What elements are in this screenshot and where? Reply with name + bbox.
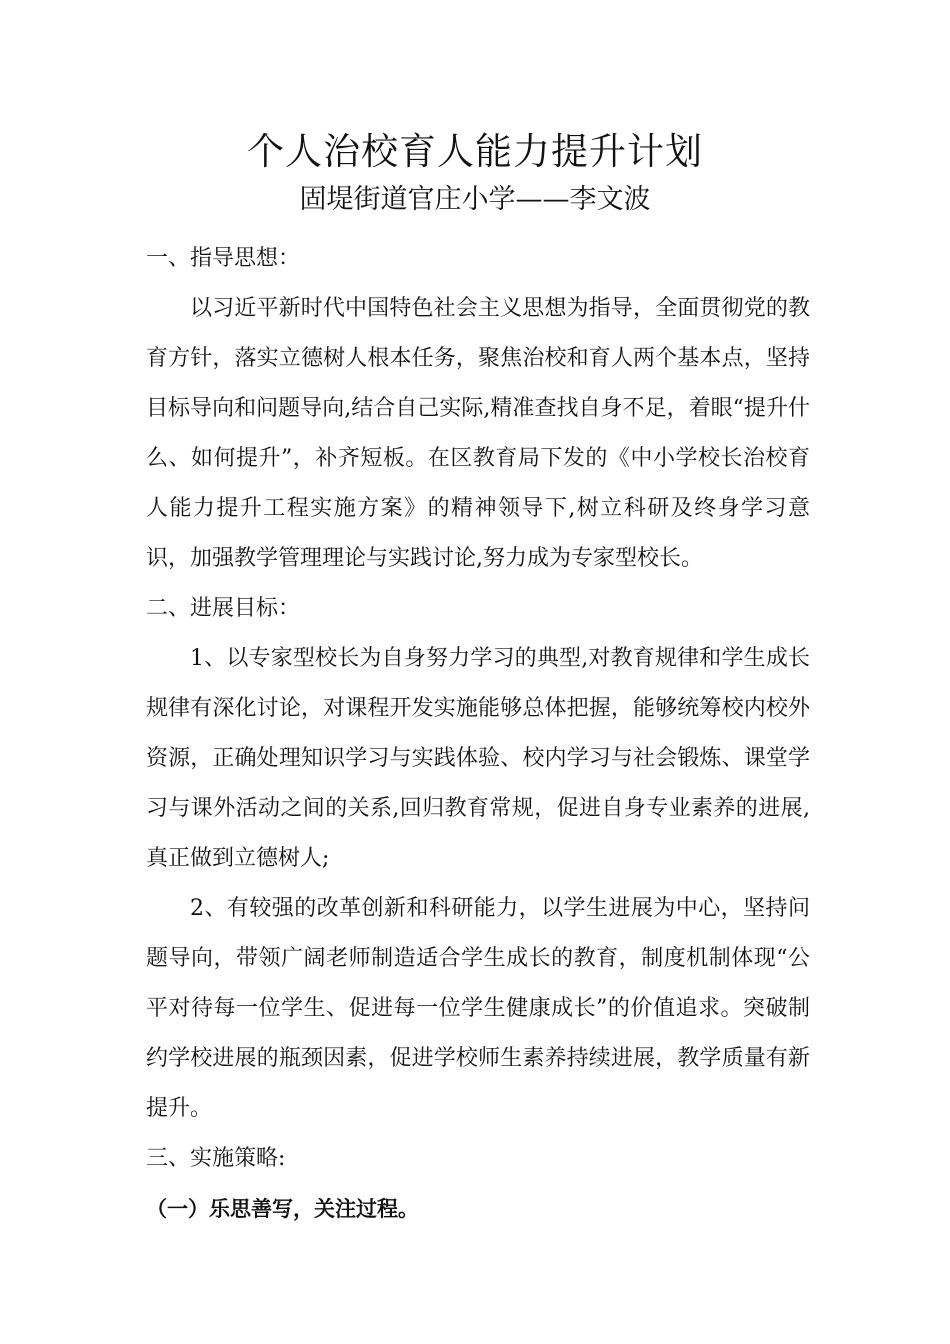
section-heading-guiding-thought: 一、指导思想： [146,246,301,271]
document-title: 个人治校育人能力提升计划 [247,130,703,173]
paragraph-guiding-thought: 以习近平新时代中国特色社会主义思想为指导，全面贯彻党的教育方针，落实立德树人根本任务，聚焦治校和育人两个基本点，坚持目标导向和问题导向,结合自己实际,精准查找自身不足，着眼“提升什么、如何提升”，补齐短板。在区教育局下发的《中小学校长治校育人能力提升工程实施方案》的精神领导下,树立科研及终身学习意识，加强教学管理理论与实践讨论,努力成为专家型校长。 [146,296,810,571]
paragraph-goal-1: 1、以专家型校长为自身努力学习的典型,对教育规律和学生成长规律有深化讨论，对课程开发实施能够总体把握，能够统筹校内校外资源，正确处理知识学习与实践体验、校内学习与社会锻炼、课堂学习与课外活动之间的关系,回归教育常规，促进自身专业素养的进展,真正做到立德树人; [146,646,810,871]
subsection-heading-1: （一）乐思善写，关注过程。 [146,1197,419,1221]
section-heading-goals: 二、进展目标： [146,596,301,621]
document-body [146,234,810,1234]
paragraph-goal-2: 2、有较强的改革创新和科研能力，以学生进展为中心，坚持问题导向，带领广阔老师制造适合学生成长的教育，制度机制体现“公平对待每一位学生、促进每一位学生健康成长”的价值追求。突破制约学校进展的瓶颈因素，促进学校师生素养持续进展，教学质量有新提升。 [146,896,810,1121]
document-subtitle: 固堤街道官庄小学——李文波 [299,184,651,215]
section-heading-strategies: 三、实施策略: [146,1146,286,1171]
